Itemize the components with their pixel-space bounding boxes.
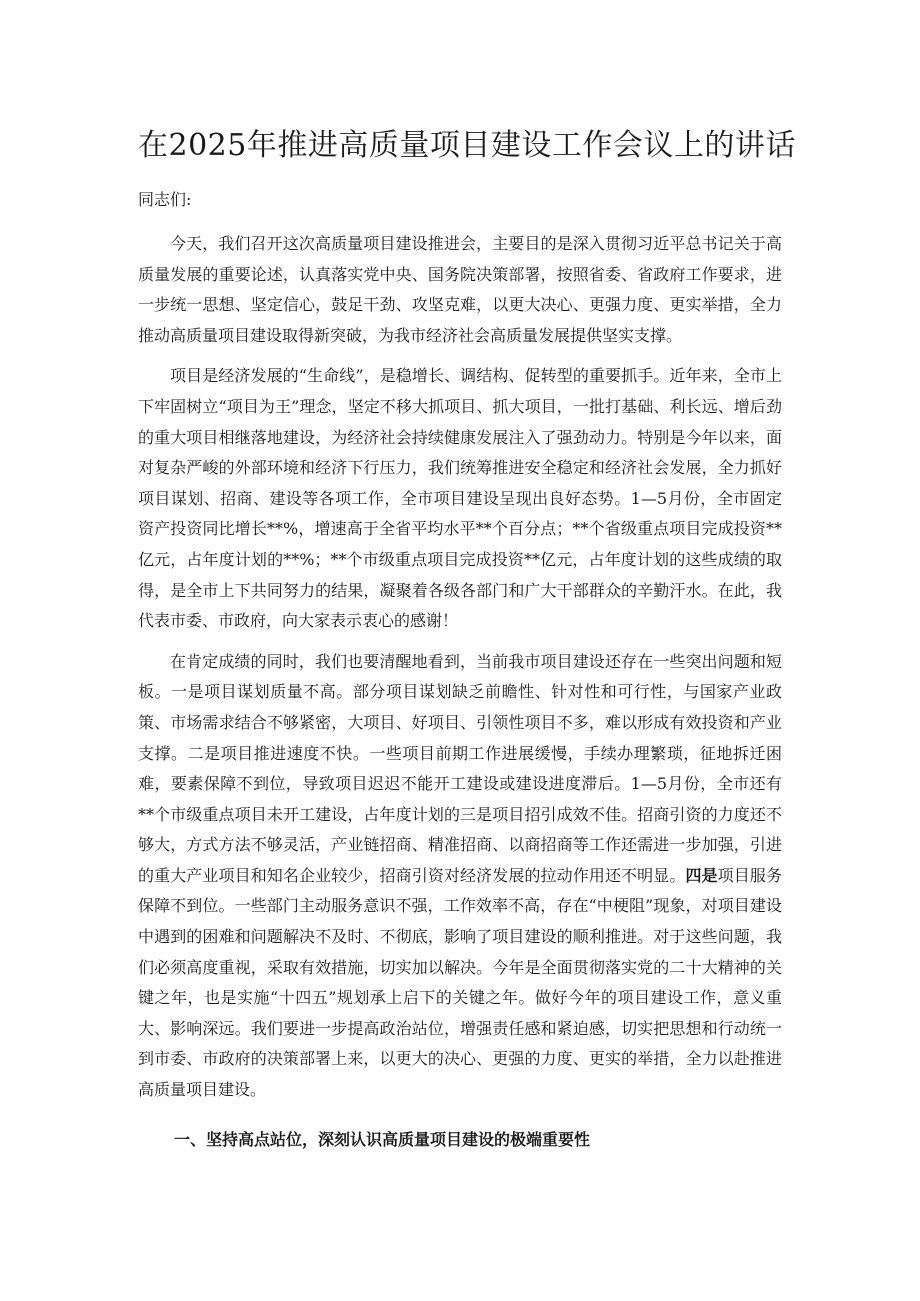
paragraph-text: 在肯定成绩的同时，我们也要清醒地看到，当前我市项目建设还存在一些突出问题和短板。一是项目谋划质量不高。部分项目谋划缺乏前瞻性、针对性和可行性，与国家产业政策、市场需求结合不够紧密，大项目、好项目、引领性项目不多，难以形成有效投资和产业支撑。二是项目推进速度不快。一些项目前期工作进展缓慢，手续办理繁琐，征地拆迁困难，要素保障不到位，导致项目迟迟不能开工建设或建设进度滞后。1—5月份，全市还有**个市级重点项目未开工建设，占年度计划的三是项目招引成效不佳。招商引资的力度还不够大，方式方法不够灵活，产业链招商、精准招商、以商招商等工作还需进一步加强，引进的重大产业项目和知名企业较少，招商引资对经济发展的拉动作用还不明显。 bbox=[138, 651, 782, 885]
salutation: 同志们: bbox=[138, 190, 192, 209]
paragraph-text: 今天，我们召开这次高质量项目建设推进会，主要目的是深入贯彻习近平总书记关于高质量发展的重要论述，认真落实党中央、国务院决策部署，按照省委、省政府工作要求，进一步统一思想、坚定信心，鼓足干劲、攻坚克难，以更大决心、更强力度、更实举措，全力推动高质量项目建设取得新突破，为我市经济社会高质量发展提供坚实支撑。 bbox=[138, 234, 782, 345]
paragraph-intro bbox=[138, 229, 782, 351]
paragraph-problems bbox=[138, 647, 782, 1106]
paragraph-emphasis: 四是 bbox=[685, 865, 718, 885]
paragraph-text: 项目服务保障不到位。一些部门主动服务意识不强，工作效率不高，存在“中梗阻”现象，对项目建设中遇到的困难和问题解决不及时、不彻底，影响了项目建设的顺利推进。对于这些问题，我们必须高度重视，采取有效措施，切实加以解决。今年是全面贯彻落实党的二十大精神的关键之年，也是实施“十四五”规划承上启下的关键之年。做好今年的项目建设工作，意义重大、影响深远。我们要进一步提高政治站位，增强责任感和紧迫感，切实把思想和行动统一到市委、市政府的决策部署上来，以更大的决心、更强的力度、更实的举措，全力以赴推进高质量项目建设。 bbox=[138, 865, 782, 1100]
section-heading: 一、坚持高点站位，深刻认识高质量项目建设的极端重要性 bbox=[174, 1130, 591, 1149]
document-body bbox=[138, 229, 782, 1116]
paragraph-text: 项目是经济发展的“生命线”，是稳增长、调结构、促转型的重要抓手。近年来，全市上下牢固树立“项目为王”理念，坚定不移大抓项目、抓大项目，一批打基础、利长远、增后劲的重大项目相继落地建设，为经济社会持续健康发展注入了强劲动力。特别是今年以来，面对复杂严峻的外部环境和经济下行压力，我们统筹推进安全稳定和经济社会发展，全力抓好项目谋划、招商、建设等各项工作，全市项目建设呈现出良好态势。1—5月份，全市固定资产投资同比增长**%，增速高于全省平均水平**个百分点；**个省级重点项目完成投资**亿元，占年度计划的**%；**个市级重点项目完成投资**亿元，占年度计划的这些成绩的取得，是全市上下共同努力的结果，凝聚着各级各部门和广大干部群众的辛勤汗水。在此，我代表市委、市政府，向大家表示衷心的感谢！ bbox=[138, 366, 782, 631]
paragraph-achievements bbox=[138, 361, 782, 636]
document-title: 在2025年推进高质量项目建设工作会议上的讲话 bbox=[138, 128, 796, 163]
